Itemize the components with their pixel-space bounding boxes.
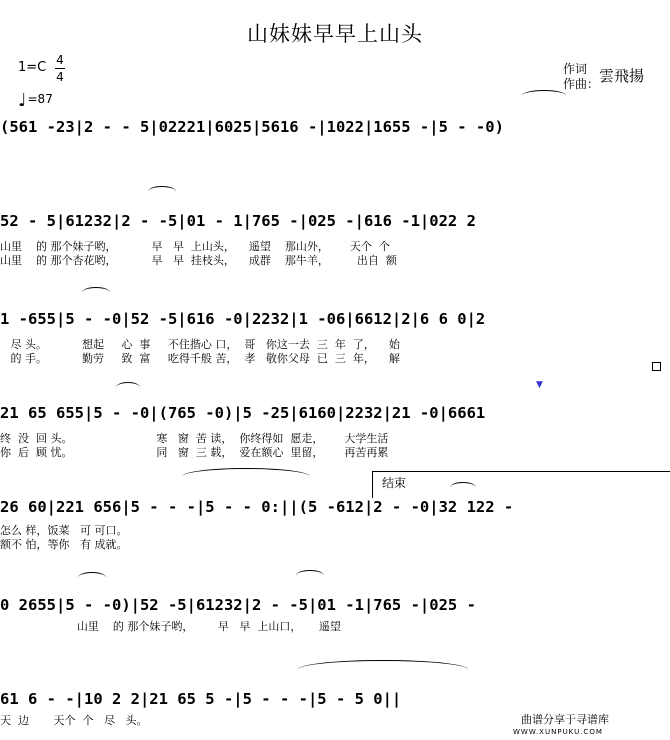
- lyricist-label: 作词: [563, 62, 588, 76]
- slur-mark: [450, 482, 476, 493]
- time-signature-bottom: 4: [56, 70, 64, 84]
- time-signature-top: 4: [56, 53, 64, 67]
- lyric-line-4a: 终 没 回 头。 寒 窗 苦 读， 你终得如 愿走， 大学生活: [0, 432, 389, 445]
- slur-mark: [298, 660, 468, 679]
- credits: [563, 62, 645, 92]
- ending-label: 结束: [382, 476, 407, 490]
- slur-mark: [82, 287, 110, 298]
- marker-triangle-icon: ▼: [536, 380, 543, 390]
- lyric-line-4b: 你 后 顾 忧。 同 窗 三 载， 爱在额心 里留， 再苦再累: [0, 446, 389, 459]
- tempo-value: =87: [27, 92, 53, 106]
- ending-bracket: [372, 471, 670, 498]
- song-title: 山妹妹早早上山头: [247, 22, 423, 46]
- composer-label: 作曲：: [563, 77, 600, 91]
- lyric-line-7: 天 边 天个 个 尽 头。: [0, 714, 148, 727]
- notation-line-5: 26 60|221 656|5 - - -|5 - - 0:||(5 -612|2 - -0|32 122 -: [0, 498, 514, 516]
- footer-url[interactable]: WWW.XUNPUKU.COM: [513, 728, 603, 736]
- notation-line-1: (561 -23|2 - - 5|02221|6025|5616 -|1022|1655 -|5 - -0): [0, 118, 504, 136]
- lyric-line-2b: 山里 的 那个杏花哟， 早 早 挂枝头， 成群 那牛羊， 出自 额: [0, 254, 397, 267]
- slur-mark: [78, 572, 106, 583]
- key-signature: 1=C: [18, 60, 47, 75]
- lyric-line-2a: 山里 的 那个妹子哟， 早 早 上山头， 遥望 那山外， 天个 个: [0, 240, 390, 253]
- notation-line-4: 21 65 655|5 - -0|(765 -0)|5 -25|6160|2232|21 -0|6661: [0, 404, 486, 422]
- slur-mark: [522, 90, 566, 101]
- lyric-line-3b: 的 手。 勤劳 致 富 吃得千般 苦， 孝 敬你父母 已 三 年， 解: [0, 352, 400, 365]
- notation-line-3: 1 -655|5 - -0|52 -5|616 -0|2232|1 -06|6612|2|6 6 0|2: [0, 310, 486, 328]
- tempo-marking: [18, 90, 53, 111]
- notation-line-6: 0 2655|5 - -0)|52 -5|61232|2 - -5|01 -1|765 -|025 -: [0, 596, 476, 614]
- lyric-line-3a: 尽 头。 想起 心 事 不住揩心 口， 哥 你这一去 三 年 了， 始: [0, 338, 400, 351]
- quarter-note-icon: ♩: [18, 90, 27, 111]
- lyric-line-5b: 额不 怕，等你 有 成就。: [0, 538, 128, 551]
- marker-square: [652, 362, 661, 371]
- notation-line-2: 52 - 5|61232|2 - -5|01 - 1|765 -|025 -|616 -1|022 2: [0, 212, 476, 230]
- lyric-line-5a: 怎么 样，饭菜 可 可口。: [0, 524, 128, 537]
- footer-credit: 曲谱分享于寻谱库: [521, 713, 609, 726]
- slur-mark: [116, 382, 140, 393]
- lyric-line-6: 山里 的 那个妹子哟， 早 早 上山口， 遥望: [0, 620, 341, 633]
- author-name: 雲飛揚: [599, 67, 645, 85]
- notation-line-7: 61 6 - -|10 2 2|21 65 5 -|5 - - -|5 - 5 0||: [0, 690, 402, 708]
- slur-mark: [182, 468, 310, 485]
- time-signature: [55, 52, 65, 85]
- slur-mark: [296, 570, 324, 581]
- slur-mark: [148, 186, 176, 197]
